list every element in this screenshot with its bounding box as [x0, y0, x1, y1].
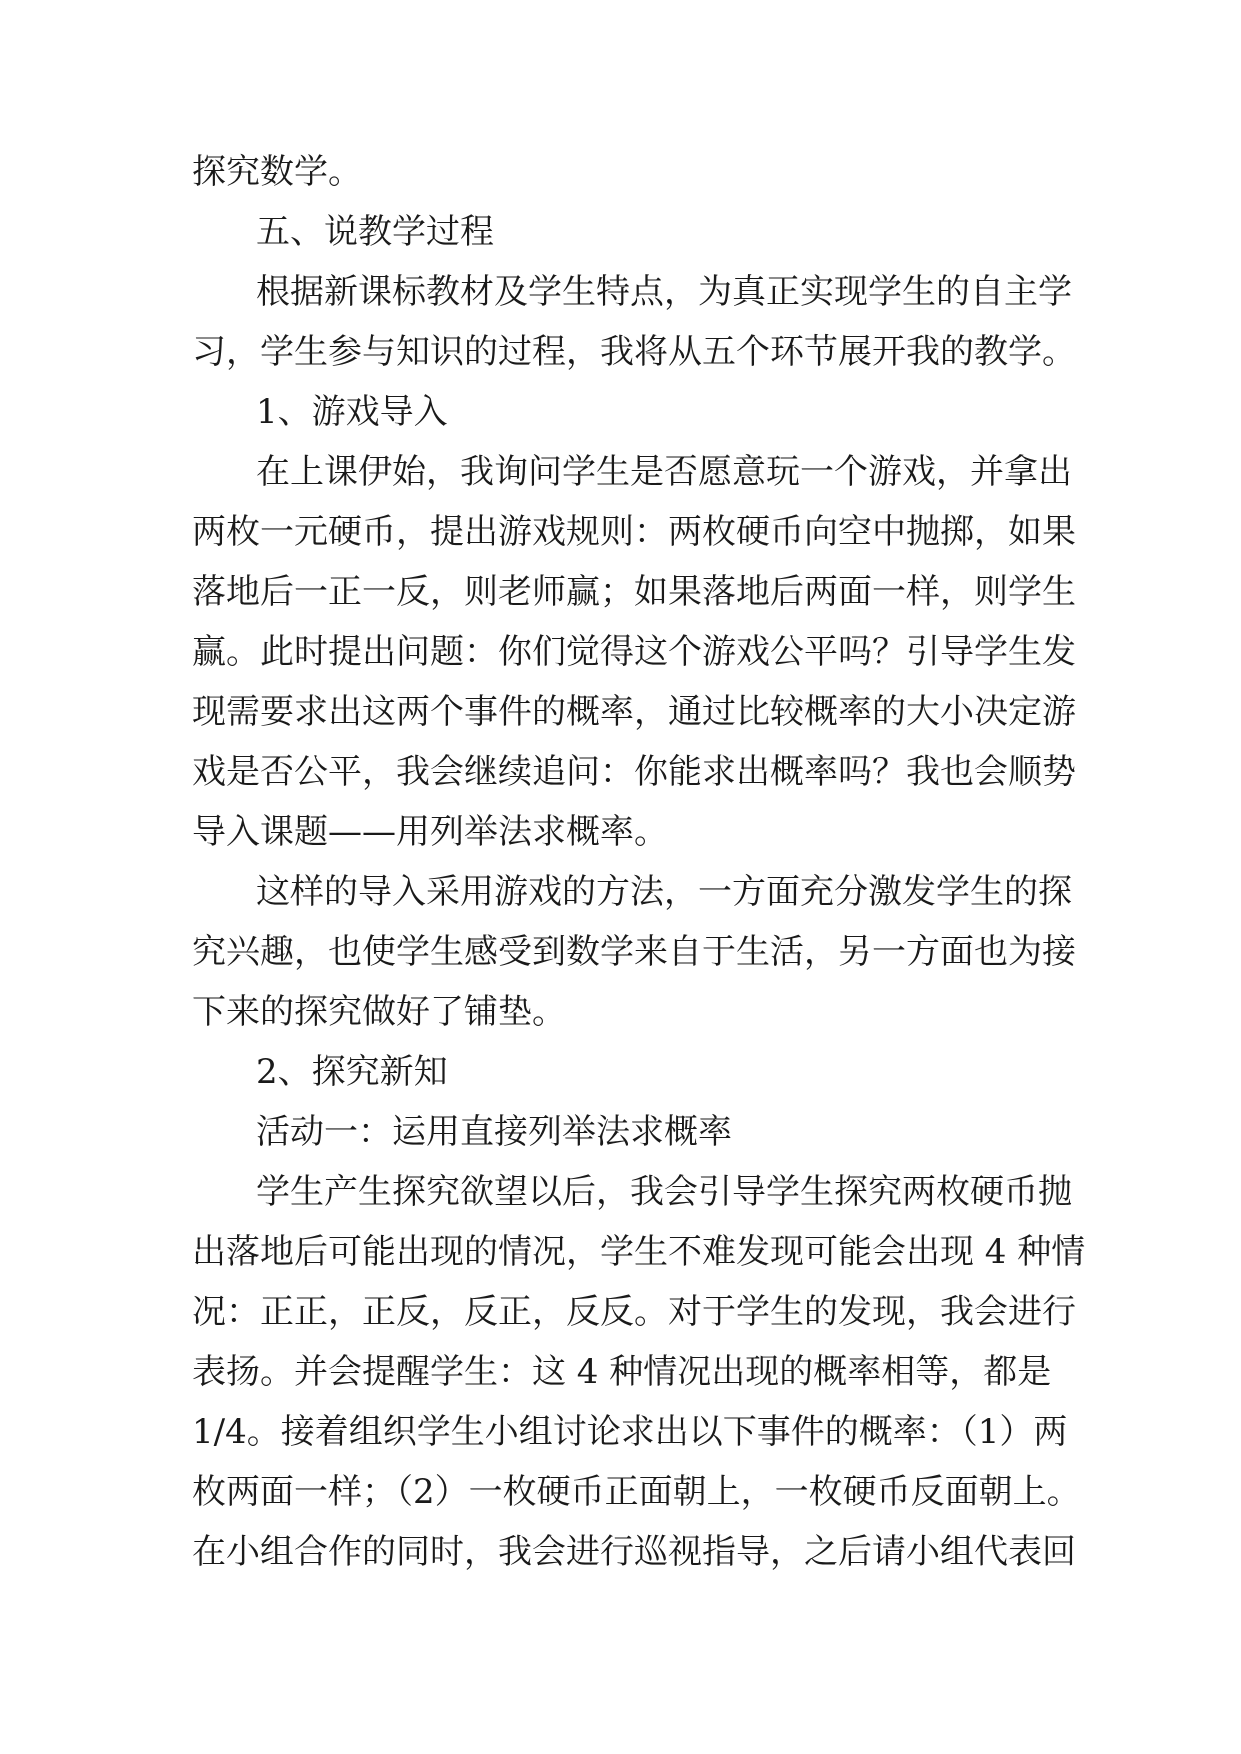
text-line: 况：正正，正反，反正，反反。对于学生的发现，我会进行 — [192, 1292, 1076, 1332]
text-line: 出落地后可能出现的情况，学生不难发现可能会出现 4 种情 — [192, 1232, 1086, 1272]
section-heading: 五、说教学过程 — [256, 212, 494, 252]
section-heading: 1、游戏导入 — [256, 392, 448, 432]
text-line: 学生产生探究欲望以后，我会引导学生探究两枚硬币抛 — [256, 1172, 1072, 1212]
subsection-heading: 活动一：运用直接列举法求概率 — [256, 1112, 732, 1152]
text-line: 赢。此时提出问题：你们觉得这个游戏公平吗？引导学生发 — [192, 632, 1076, 672]
text-line: 习，学生参与知识的过程，我将从五个环节展开我的教学。 — [192, 332, 1076, 372]
text-line: 究兴趣，也使学生感受到数学来自于生活，另一方面也为接 — [192, 932, 1076, 972]
text-line: 表扬。并会提醒学生：这 4 种情况出现的概率相等，都是 — [192, 1352, 1052, 1392]
section-heading: 2、探究新知 — [256, 1052, 448, 1092]
text-line: 在小组合作的同时，我会进行巡视指导，之后请小组代表回 — [192, 1532, 1076, 1572]
text-line: 探究数学。 — [192, 152, 362, 192]
text-line: 落地后一正一反，则老师赢；如果落地后两面一样，则学生 — [192, 572, 1076, 612]
text-line: 戏是否公平，我会继续追问：你能求出概率吗？我也会顺势 — [192, 752, 1076, 792]
text-line: 枚两面一样；（2）一枚硬币正面朝上，一枚硬币反面朝上。 — [192, 1472, 1081, 1512]
text-line: 下来的探究做好了铺垫。 — [192, 992, 566, 1032]
text-line: 这样的导入采用游戏的方法，一方面充分激发学生的探 — [256, 872, 1072, 912]
text-line: 现需要求出这两个事件的概率，通过比较概率的大小决定游 — [192, 692, 1076, 732]
text-line: 在上课伊始，我询问学生是否愿意玩一个游戏，并拿出 — [256, 452, 1072, 492]
text-line: 1/4。接着组织学生小组讨论求出以下事件的概率：（1）两 — [192, 1412, 1068, 1452]
text-line: 导入课题——用列举法求概率。 — [192, 812, 668, 852]
text-line: 根据新课标教材及学生特点，为真正实现学生的自主学 — [256, 272, 1072, 312]
text-line: 两枚一元硬币，提出游戏规则：两枚硬币向空中抛掷，如果 — [192, 512, 1076, 552]
